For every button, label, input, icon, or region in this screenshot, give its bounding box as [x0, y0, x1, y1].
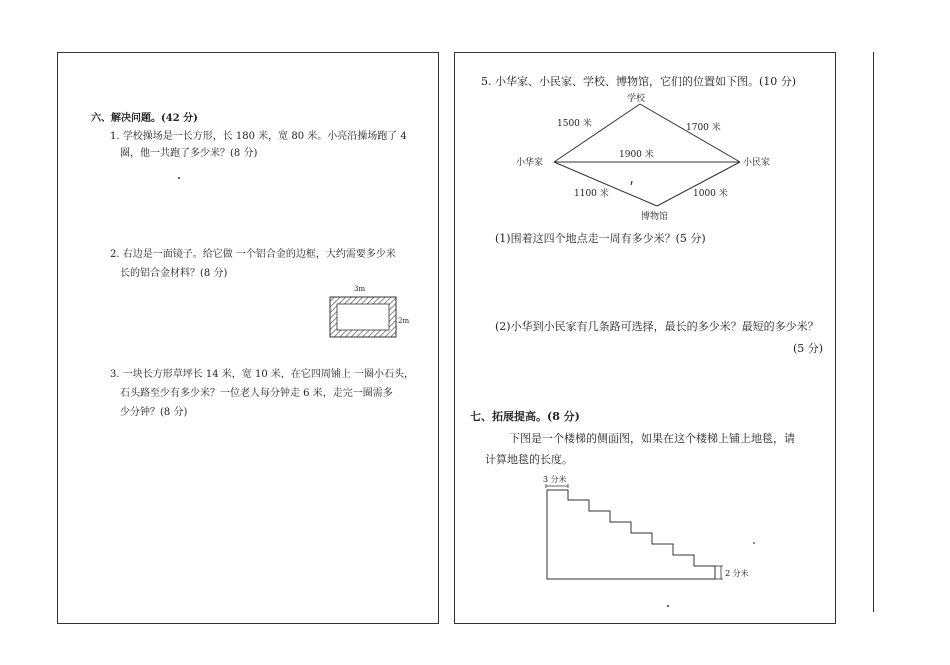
speck [667, 605, 669, 607]
xiaomin-home-label: 小民家 [743, 158, 771, 168]
road-museum-xiaomin [657, 162, 740, 206]
section7-line1: 下图是一个楼梯的侧面图，如果在这个楼梯上铺上地毯，请 [509, 432, 795, 445]
distance-label: 1100 米 [574, 189, 609, 199]
stairs-height-label: 2 分米 [725, 569, 749, 578]
location-map [511, 91, 801, 223]
distance-label: 1000 米 [693, 189, 728, 199]
distance-label: 1500 米 [557, 119, 592, 129]
right-page [454, 52, 836, 624]
section6-title: 六、解决问题。(42 分) [91, 113, 198, 124]
q5-sub2: (2)小华到小民家有几条路可选择，最长的多少米？最短的多少米？ [495, 320, 819, 333]
museum-label: 博物馆 [641, 212, 669, 222]
distance-label: 1900 米 [619, 150, 654, 160]
q2-line1: 2. 右边是一面镜子。给它做 一个铝合金的边框，大约需要多少米 [110, 249, 396, 260]
section7-title: 七、拓展提高。(8 分) [470, 410, 580, 423]
staircase-outline [547, 490, 715, 579]
stairs-diagram [537, 473, 757, 591]
q3-line1: 3. 一块长方形草坪长 14 米，宽 10 米，在它四周铺上 一圈小石头， [110, 369, 415, 380]
q1-line1: 1. 学校操场是一长方形，长 180 米，宽 80 米。小亮沿操场跑了 4 [110, 131, 407, 142]
q5-title: 5. 小华家、小民家、学校、博物馆，它们的位置如下图。(10 分) [481, 75, 797, 88]
mirror-glass [337, 304, 389, 330]
q5-sub1: (1)围着这四个地点走一周有多少米？(5 分) [495, 232, 706, 245]
school-label: 学校 [627, 94, 646, 104]
road-xiaohua-museum [554, 162, 657, 206]
q3-line3: 少分钟？(8 分) [120, 407, 188, 418]
mirror-height-label: 2m [398, 317, 410, 325]
q3-line2: 石头路至少有多少米？一位老人每分钟走 6 米，走完一圈需多 [120, 388, 393, 399]
xiaohua-home-label: 小华家 [516, 158, 544, 168]
distance-label: 1700 米 [686, 123, 721, 133]
page-edge-line [873, 52, 874, 612]
mirror-diagram [316, 281, 416, 341]
road-school-xiaomin [640, 104, 740, 162]
stairs-width-label: 3 分米 [543, 475, 567, 484]
q1-line2: 圈，他一共跑了多少米？(8 分) [120, 148, 258, 159]
left-page [57, 52, 439, 624]
q5-sub2-score: (5 分) [793, 342, 824, 355]
speck [178, 177, 180, 179]
section7-line2: 计算地毯的长度。 [485, 453, 573, 466]
q2-line2: 长的铝合金材料？(8 分) [120, 268, 228, 279]
mirror-width-label: 3m [354, 285, 366, 293]
